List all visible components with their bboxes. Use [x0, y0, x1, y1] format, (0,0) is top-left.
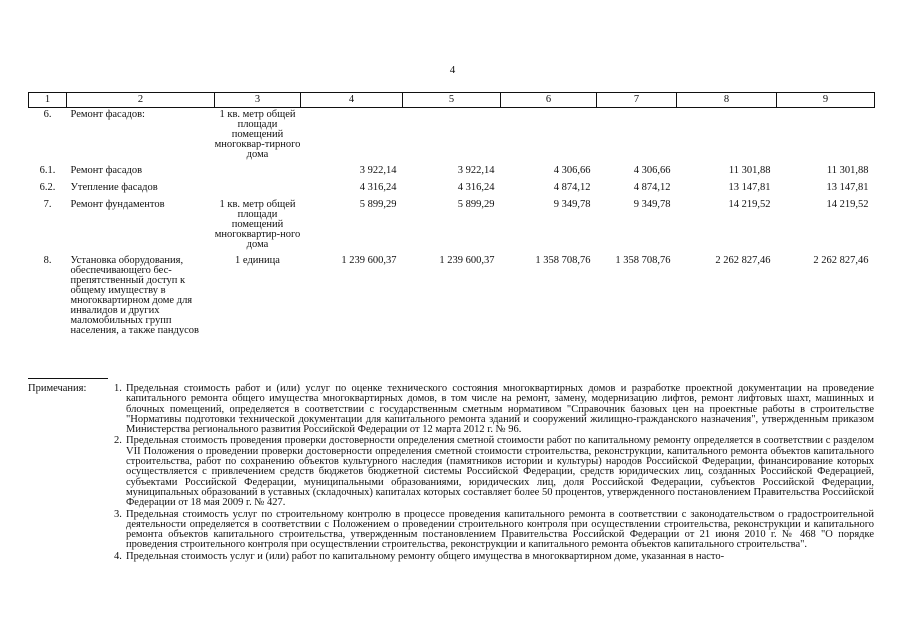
- cost-value: [597, 108, 677, 165]
- cost-value: 11 301,88: [728, 165, 771, 176]
- work-name: Ремонт фасадов:: [70, 109, 145, 120]
- work-name: Утепление фасадов: [70, 182, 158, 193]
- note-number: 1.: [114, 383, 122, 394]
- cost-value: 4 306,66: [553, 165, 591, 176]
- cost-value: 11 301,88: [826, 165, 869, 176]
- cost-value: 14 219,52: [826, 199, 869, 210]
- cost-value: 4 316,24: [457, 182, 495, 193]
- table-row: [29, 198, 875, 254]
- cost-value: 5 899,29: [457, 199, 495, 210]
- cost-value: [677, 108, 777, 165]
- work-name: Ремонт фасадов: [70, 165, 143, 176]
- note-text: Предельная стоимость проведения проверки достоверности определения сметной стоимости работ по капитальному ремонту определяется в соответствии с разделом VII Положения о проведении проверки достоверности определения сметной стоимости строительства, реконструкции, капитального ремонта объектов капитального строительства, работ по сохранению объектов культурного наследия (памятников истории и культуры) народов Российской Федерации, финансирование которых осуществляется с привлечением средств бюджетов бюджетной системы Российской Федерации, средств юридических лиц, созданных Российской Федерацией, субъектами Российской Федерации, муниципальными образованиями, юридических лиц, доля Российской Федерации, субъектов Российской Федерации, муниципальных образований в уставных (складочных) капиталах которых составляет более 50 процентов, утвержденного постановлением Правительства Российской Федерации от 18 мая 2009 г. № 427.: [126, 435, 874, 509]
- column-header: 9: [777, 93, 875, 108]
- row-number: 8.: [43, 255, 52, 266]
- cost-table-container: [28, 92, 874, 348]
- cost-value: 9 349,78: [633, 199, 671, 210]
- unit-of-measure: [215, 181, 301, 198]
- note-item: [114, 552, 874, 562]
- cost-value: 1 239 600,37: [341, 255, 397, 266]
- column-header: 4: [301, 93, 403, 108]
- note-number: 4.: [114, 550, 122, 562]
- note-number: 2.: [114, 435, 122, 447]
- work-name: Установка оборудования, обеспечивающего бес-препятственный доступ к общему имуществу в многоквартирном доме для инвалидов и других маломобильных групп населения, а также пандусов: [70, 255, 199, 336]
- column-header: 2: [67, 93, 215, 108]
- note-number: 3.: [114, 508, 122, 520]
- table-row: [29, 164, 875, 181]
- unit-of-measure: [215, 164, 301, 181]
- work-name: Ремонт фундаментов: [70, 199, 165, 210]
- cost-value: 2 262 827,46: [715, 255, 771, 266]
- column-header: 6: [501, 93, 597, 108]
- cost-value: 4 874,12: [633, 182, 671, 193]
- cost-value: 1 358 708,76: [615, 255, 671, 266]
- row-number: 6.2.: [39, 182, 56, 193]
- cost-value: 14 219,52: [728, 199, 771, 210]
- column-header: 5: [403, 93, 501, 108]
- cost-value: [403, 108, 501, 165]
- page-number: 4: [449, 64, 456, 76]
- column-header: 8: [677, 93, 777, 108]
- cost-value: 1 358 708,76: [535, 255, 591, 266]
- cost-value: 4 874,12: [553, 182, 591, 193]
- row-number: 7.: [43, 199, 52, 210]
- cost-value: 13 147,81: [728, 182, 771, 193]
- cost-value: [301, 108, 403, 165]
- column-header: 3: [215, 93, 301, 108]
- row-number: 6.: [43, 109, 52, 120]
- notes-list: [114, 384, 874, 563]
- cost-value: 5 899,29: [359, 199, 397, 210]
- unit-of-measure: 1 кв. метр общей площади помещений многоквар-тирного дома: [214, 109, 301, 160]
- unit-of-measure: 1 кв. метр общей площади помещений многоквартир-ного дома: [214, 199, 301, 250]
- table-row: [29, 181, 875, 198]
- cost-value: 4 316,24: [359, 182, 397, 193]
- notes-label: Примечания:: [28, 383, 87, 394]
- cost-table: [28, 92, 875, 348]
- column-header: 1: [29, 93, 67, 108]
- note-item: [114, 384, 874, 435]
- unit-of-measure: 1 единица: [235, 255, 280, 266]
- row-number: 6.1.: [39, 165, 56, 176]
- table-row: [29, 108, 875, 165]
- cost-value: 3 922,14: [457, 165, 495, 176]
- cost-value: 1 239 600,37: [439, 255, 495, 266]
- cost-value: 2 262 827,46: [813, 255, 869, 266]
- cost-value: [501, 108, 597, 165]
- column-header: 7: [597, 93, 677, 108]
- note-text: Предельная стоимость услуг по строительному контролю в процессе проведения капитального ремонта в соответствии с законодательством о градостроительной деятельности определяется в соответствии с Положением о проведении строительного контроля при осуществлении строительства, реконструкции и капитального ремонта объектов капитального строительства, утвержденным постановлением Правительства Российской Федерации от 21 июня 2010 г. № 468 "О порядке проведения строительного контроля при осуществлении строительства, реконструкции и капитального ремонта объектов капитального строительства".: [126, 508, 874, 551]
- cost-value: [777, 108, 875, 165]
- table-row: [29, 254, 875, 348]
- note-item: [114, 436, 874, 508]
- cost-value: 4 306,66: [633, 165, 671, 176]
- cost-value: 9 349,78: [553, 199, 591, 210]
- notes-divider: [28, 378, 108, 379]
- cost-value: 3 922,14: [359, 165, 397, 176]
- cost-value: 13 147,81: [826, 182, 869, 193]
- note-item: [114, 510, 874, 551]
- table-header-row: [29, 93, 875, 108]
- note-text: Предельная стоимость работ и (или) услуг по оценке технического состояния многоквартирных домов и разработке проектной документации на проведение капитального ремонта общего имущества многоквартирных домов, в том числе на ремонт, замену, модернизацию лифтов, ремонт лифтовых шахт, машинных и блочных помещений, определяется в соответствии с государственным сметным нормативом "Справочник базовых цен на проектные работы в строительстве "Нормативы подготовки технической документации для капитального ремонта зданий и сооружений жилищно-гражданского назначения", утвержденным приказом Министерства регионального развития Российской Федерации от 12 марта 2012 г. № 96.: [126, 383, 874, 436]
- note-text: Предельная стоимость услуг и (или) работ по капитальному ремонту общего имущества в многоквартирном доме, указанная в насто-: [126, 550, 725, 562]
